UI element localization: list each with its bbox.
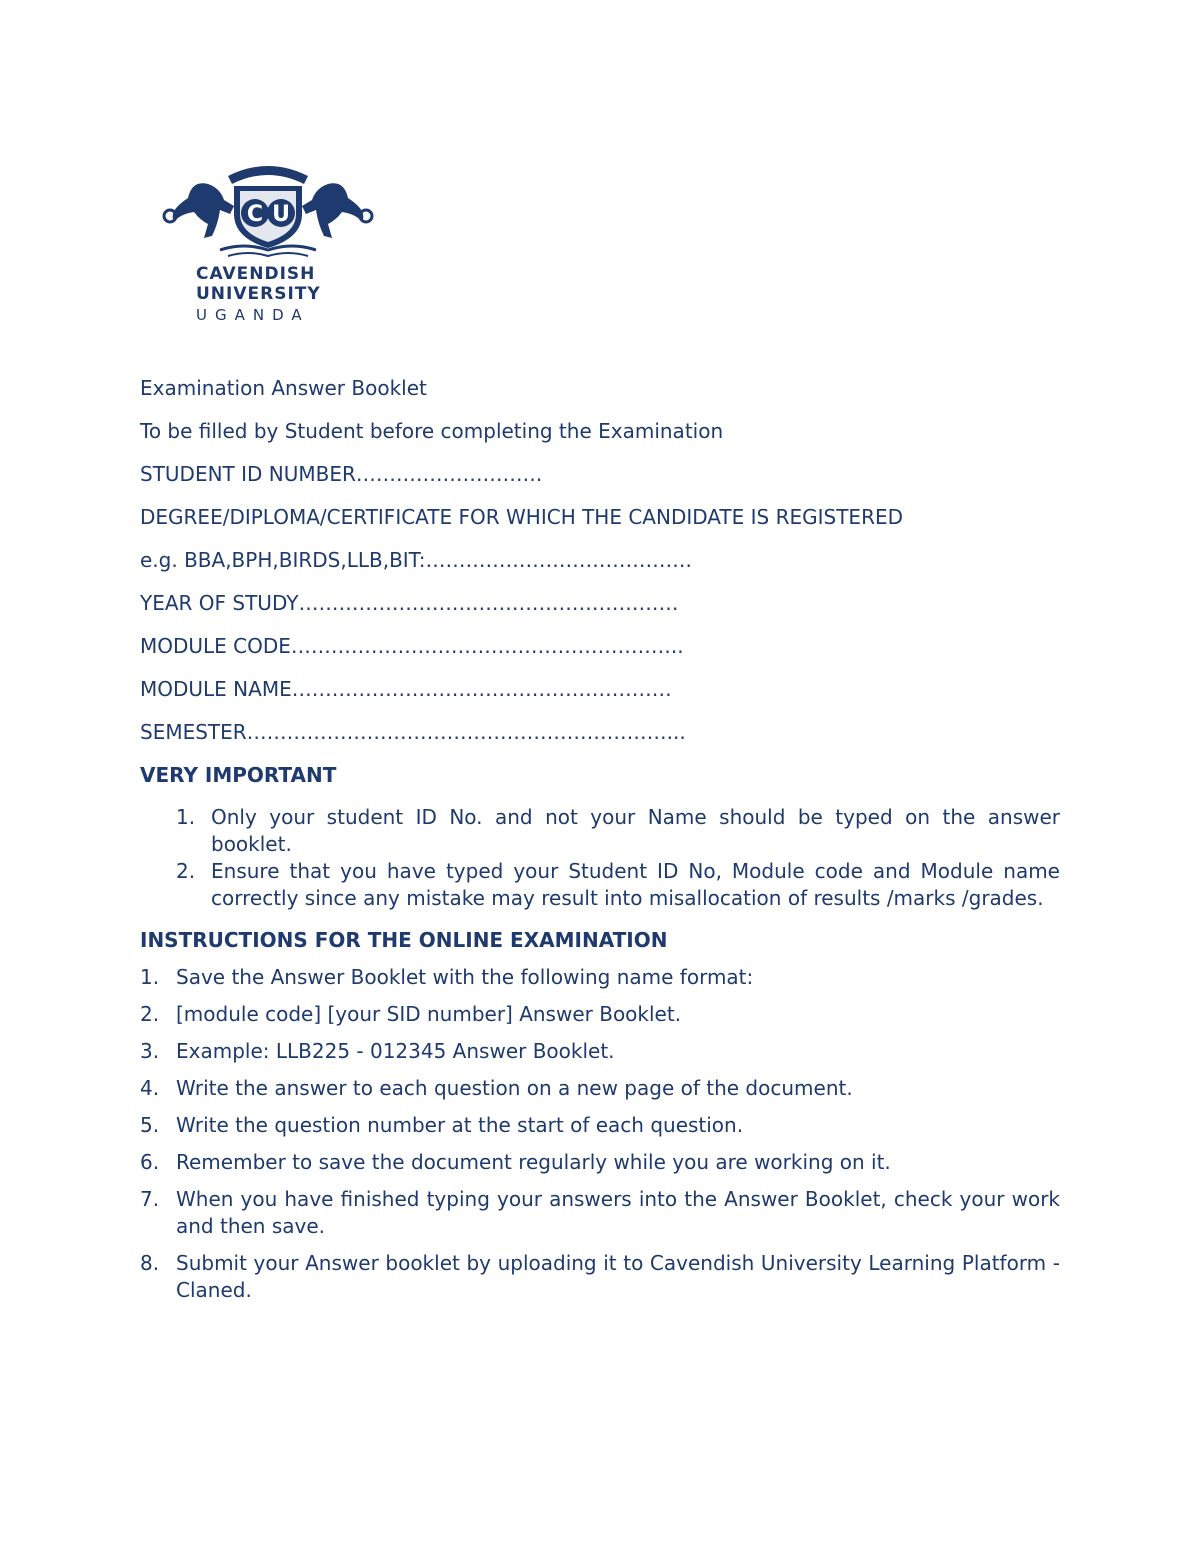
logo-name-line2: UNIVERSITY: [196, 284, 321, 304]
list-number: 3.: [140, 1039, 160, 1063]
list-text: Save the Answer Booklet with the following name format:: [176, 965, 754, 989]
list-item: [176, 858, 1060, 912]
list-item: [140, 1001, 1060, 1028]
booklet-form: [140, 372, 1060, 1314]
list-text: Write the answer to each question on a new page of the document.: [176, 1076, 853, 1100]
list-item: [140, 1038, 1060, 1065]
list-number: 4.: [140, 1076, 160, 1100]
list-number: 2.: [140, 1002, 160, 1026]
list-text: Ensure that you have typed your Student ID No, Module code and Module name correctly since any mistake may result into misallocation of results /marks /grades.: [211, 859, 1060, 910]
instructions-heading: INSTRUCTIONS FOR THE ONLINE EXAMINATION: [140, 928, 668, 952]
module-code-field[interactable]: MODULE CODE…………………………………………………..: [140, 634, 684, 658]
year-of-study-field[interactable]: YEAR OF STUDY…………………………………………………: [140, 591, 679, 615]
list-item: [140, 1186, 1060, 1240]
form-title: Examination Answer Booklet: [140, 376, 427, 400]
shield-letter-c: C: [246, 202, 264, 227]
student-id-field[interactable]: STUDENT ID NUMBER……………………….: [140, 462, 543, 486]
degree-field[interactable]: e.g. BBA,BPH,BIRDS,LLB,BIT:………………………………….: [140, 548, 692, 572]
list-item: [140, 1112, 1060, 1139]
very-important-heading: VERY IMPORTANT: [140, 763, 337, 787]
list-text: Submit your Answer booklet by uploading it to Cavendish University Learning Platform -Claned.: [176, 1251, 1060, 1302]
semester-field[interactable]: SEMESTER………………………………………………………...: [140, 720, 686, 744]
important-list: [176, 804, 1060, 912]
list-number: 7.: [140, 1187, 160, 1211]
list-number: 1.: [140, 965, 160, 989]
list-number: 1.: [176, 805, 196, 829]
list-text: Remember to save the document regularly while you are working on it.: [176, 1150, 891, 1174]
university-logo: [158, 158, 378, 323]
list-number: 5.: [140, 1113, 160, 1137]
form-subtitle: To be filled by Student before completing the Examination: [140, 419, 724, 443]
list-item: [140, 1250, 1060, 1304]
list-item: [140, 1075, 1060, 1102]
degree-label: DEGREE/DIPLOMA/CERTIFICATE FOR WHICH THE CANDIDATE IS REGISTERED: [140, 505, 903, 529]
list-text: Example: LLB225 - 012345 Answer Booklet.: [176, 1039, 615, 1063]
list-number: 6.: [140, 1150, 160, 1174]
list-text: Only your student ID No. and not your Name should be typed on the answer booklet.: [211, 805, 1060, 856]
list-text: [module code] [your SID number] Answer Booklet.: [176, 1002, 682, 1026]
list-text: Write the question number at the start of each question.: [176, 1113, 744, 1137]
list-number: 2.: [176, 859, 196, 883]
list-item: [140, 1149, 1060, 1176]
list-text: When you have finished typing your answers into the Answer Booklet, check your work and then save.: [176, 1187, 1060, 1238]
logo-name-line1: CAVENDISH: [196, 264, 316, 284]
list-item: [176, 804, 1060, 858]
instructions-list: [140, 964, 1060, 1304]
list-item: [140, 964, 1060, 991]
module-name-field[interactable]: MODULE NAME…………………………………………………: [140, 677, 672, 701]
shield-letter-u: U: [272, 202, 290, 227]
logo-name-line3: UGANDA: [196, 306, 310, 324]
lion-shield-crest-icon: [158, 158, 378, 258]
list-number: 8.: [140, 1251, 160, 1275]
